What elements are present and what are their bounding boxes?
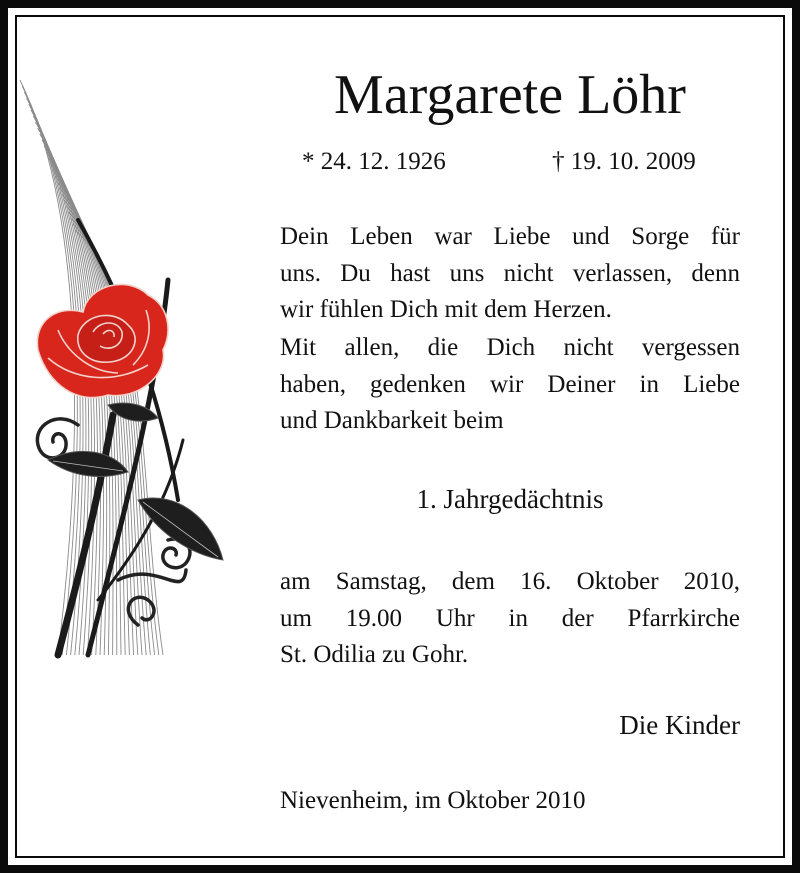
event-line: um 19.00 Uhr in der Pfarrkirche xyxy=(280,604,740,632)
verse-line: haben, gedenken wir Deiner in Liebe xyxy=(280,370,740,398)
rose-bloom xyxy=(37,284,168,397)
occasion-title: 1. Jahrgedächtnis xyxy=(416,484,604,514)
verse-part-2 xyxy=(280,330,740,440)
event-line: am Samstag, dem 16. Oktober 2010, xyxy=(280,568,740,595)
signature: Die Kinder xyxy=(619,710,740,740)
verse-line: Dein Leben war Liebe und Sorge für xyxy=(280,223,740,250)
life-dates xyxy=(0,144,800,180)
verse-line: und Dankbarkeit beim xyxy=(280,407,504,434)
deceased-name: Margarete Löhr xyxy=(334,64,686,126)
birth-date: * 24. 12. 1926 xyxy=(302,148,446,175)
verse-part-1 xyxy=(280,219,740,329)
verse-line: Mit allen, die Dich nicht vergessen xyxy=(280,334,740,361)
verse-line: wir fühlen Dich mit dem Herzen. xyxy=(280,296,612,323)
event-details xyxy=(280,564,740,674)
verse-line: uns. Du hast uns nicht verlassen, denn xyxy=(280,259,740,287)
death-date: † 19. 10. 2009 xyxy=(552,148,696,175)
place-and-date: Nievenheim, im Oktober 2010 xyxy=(280,787,586,814)
event-line: St. Odilia zu Gohr. xyxy=(280,641,469,668)
